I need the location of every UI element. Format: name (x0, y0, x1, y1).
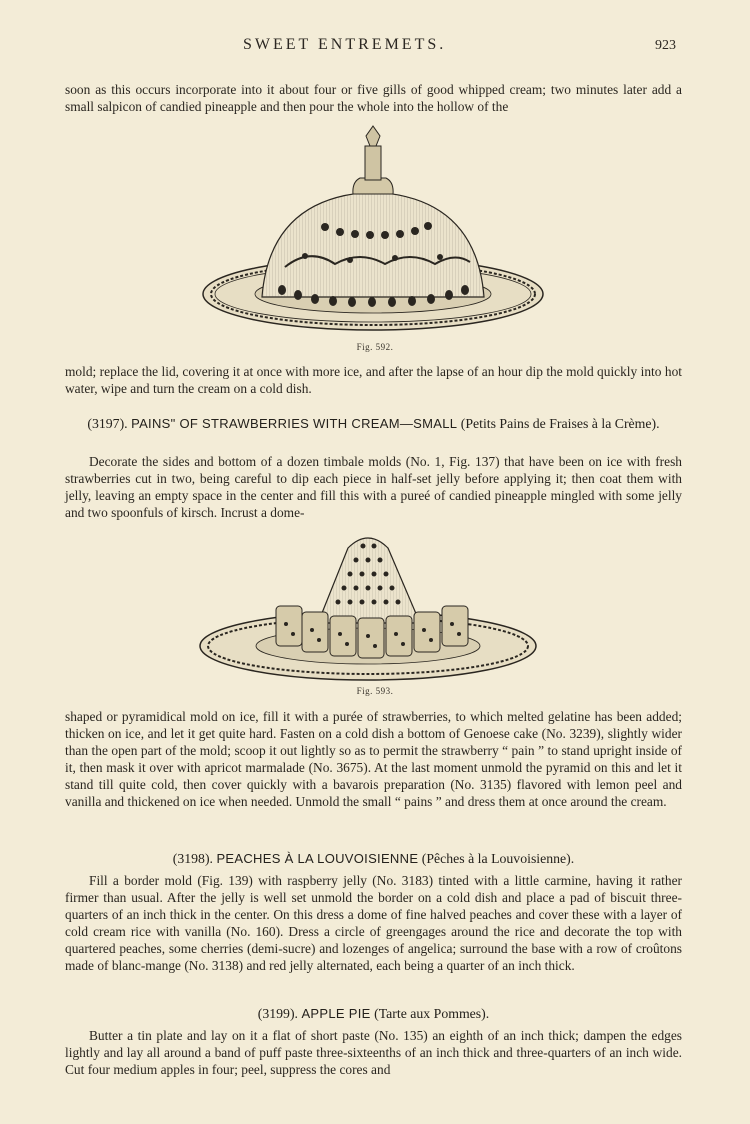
heading-3198-number: (3198). (172, 851, 213, 866)
heading-3197-subtitle: (Petits Pains de Fraises à la Crème). (460, 416, 660, 431)
figure-593-strawberry-pyramid (198, 528, 543, 683)
paragraph-continuation: soon as this occurs incorporate into it about four or five gills of good whipped cream; two minutes later add a small salpicon of candied pineapple and then pour the whole into the hollow of the (65, 82, 682, 114)
paragraph-3198: Fill a border mold (Fig. 139) with raspberry jelly (No. 3183) tinted with a little carmine, having it rather firmer than usual. After the jelly is well set unmold the border on a cold dish and place a pad of biscuit three-quarters of an inch thick in the center. On this dress a dome of fine halved peaches and cover these with a layer of cold cream rice with vanilla (No. 160). Dress a circle of greengages around the rice and decorate the top with quartered peaches, some cherries (demi-sucre) and lozenges of angelica; surround the base with a row of croûtons made of blanc-mange (No. 3138) and red jelly alternated, each being a quarter of an inch thick. (65, 873, 682, 973)
figure-593-caption: Fig. 593. (356, 686, 394, 696)
heading-3198-subtitle: (Pêches à la Louvoisienne). (421, 851, 575, 866)
heading-3199 (65, 1004, 682, 1023)
paragraph-3199: Butter a tin plate and lay on it a flat of short paste (No. 135) an eighth of an inch thick; dampen the edges lightly and lay all around a band of puff paste three-sixteenths of an inch thick and three-quarters of an inch wide. Cut four medium apples in four; peel, suppress the cores and (65, 1028, 682, 1077)
heading-3197-title: PAINS" OF STRAWBERRIES WITH CREAM—SMALL (131, 416, 458, 431)
heading-3199-number: (3199). (257, 1006, 298, 1021)
figure-592-domed-dish (200, 122, 550, 340)
heading-3197-number: (3197). (87, 416, 128, 431)
figure-592-caption: Fig. 592. (356, 342, 394, 352)
heading-3198 (65, 849, 682, 868)
heading-3197 (65, 414, 682, 433)
paragraph-mold-lid: mold; replace the lid, covering it at once with more ice, and after the lapse of an hour dip the mold quickly into hot water, wipe and turn the cream on a cold dish. (65, 364, 682, 396)
page-number: 923 (655, 38, 676, 53)
paragraph-3197-intro: Decorate the sides and bottom of a dozen timbale molds (No. 1, Fig. 137) that have been on ice with fresh strawberries cut in two, being careful to dip each piece in half-set jelly before applying it; then coat them with jelly, leaving an empty space in the center and fill this with a pureé of candied pineapple mingled with some jelly and two spoonfuls of kirsch. Incrust a dome- (65, 454, 682, 520)
heading-3199-subtitle: (Tarte aux Pommes). (374, 1006, 490, 1021)
heading-3199-title: APPLE PIE (301, 1006, 371, 1021)
paragraph-3197-method: shaped or pyramidical mold on ice, fill it with a purée of strawberries, to which melted gelatine has been added; thicken on ice, and let it get quite hard. Fasten on a cold dish a bottom of Genoese cake (No. 3239), slightly wider than the open part of the mold; scoop it out lightly so as to permit the strawberry “ pain ” to stand upright inside of it, then mask it over with apricot marmalade (No. 3675). At the last moment unmold the pyramid on this and let it stand till quite cold, then cover quickly with a bavarois preparation (No. 3135) flavored with lemon peel and vanilla and thickened on ice when needed. Unmold the small “ pains ” and dress them at once around the cream. (65, 709, 682, 809)
running-title: SWEET ENTREMETS. (243, 36, 447, 53)
heading-3198-title: PEACHES À LA LOUVOISIENNE (216, 851, 419, 866)
